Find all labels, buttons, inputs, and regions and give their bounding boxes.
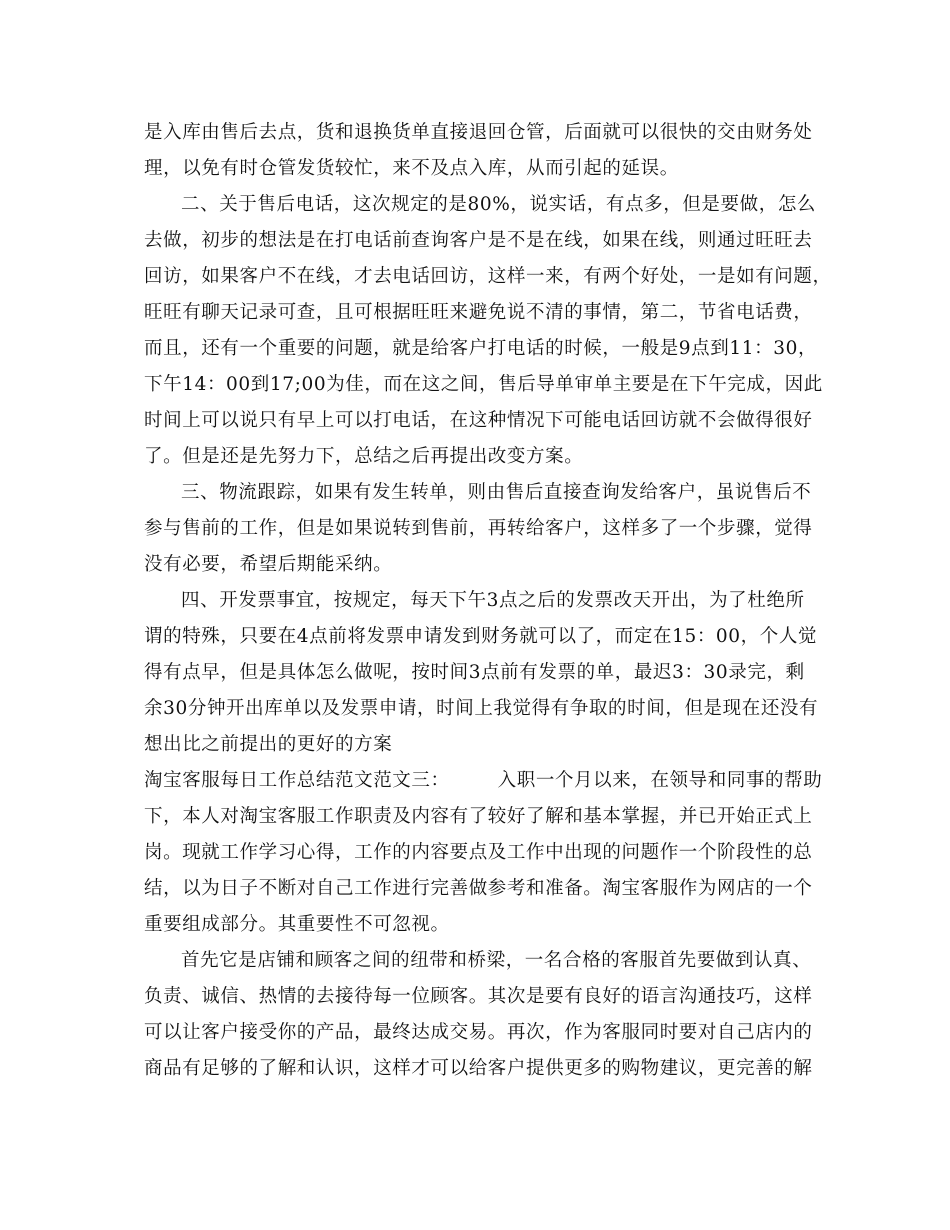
text-line: 去做，初步的想法是在打电话前查询客户是不是在线，如果在线，则通过旺旺去	[144, 230, 813, 251]
text-line: 结，以为日子不断对自己工作进行完善做参考和准备。淘宝客服作为网店的一个	[144, 878, 813, 899]
text-line: 了。但是还是先努力下，总结之后再提出改变方案。	[144, 446, 584, 467]
text-line: 谓的特殊，只要在4点前将发票申请发到财务就可以了，而定在15：00，个人觉	[144, 626, 818, 647]
text-line: 负责、诚信、热情的去接待每一位顾客。其次是要有良好的语言沟通技巧，这样	[144, 986, 813, 1007]
text-line: 得有点早，但是具体怎么做呢，按时间3点前有发票的单，最迟3：30录完，剩	[144, 662, 805, 683]
text-line: 参与售前的工作，但是如果说转到售前，再转给客户，这样多了一个步骤，觉得	[144, 518, 813, 539]
text-line: 岗。现就工作学习心得，工作的内容要点及工作中出现的问题作一个阶段性的总	[144, 842, 813, 863]
text-line: 时间上可以说只有早上可以打电话，在这种情况下可能电话回访就不会做得很好	[144, 410, 813, 431]
text-line: 理，以免有时仓管发货较忙，来不及点入库，从而引起的延误。	[144, 158, 679, 179]
text-line: 旺旺有聊天记录可查，且可根据旺旺来避免说不清的事情，第二，节省电话费，	[144, 302, 813, 323]
text-line: 回访，如果客户不在线，才去电话回访，这样一来，有两个好处，一是如有问题，	[144, 266, 832, 287]
text-line: 可以让客户接受你的产品，最终达成交易。再次，作为客服同时要对自己店内的	[144, 1022, 813, 1043]
text-line: 下，本人对淘宝客服工作职责及内容有了较好了解和基本掌握，并已开始正式上	[144, 806, 813, 827]
text-line: 想出比之前提出的更好的方案	[144, 734, 393, 755]
text-line: 三、物流跟踪，如果有发生转单，则由售后直接查询发给客户，虽说售后不	[181, 482, 812, 503]
text-line: 下午14：00到17;00为佳，而在这之间，售后导单审单主要是在下午完成，因此	[144, 374, 823, 395]
text-line: 而且，还有一个重要的问题，就是给客户打电话的时候，一般是9点到11：30，	[144, 338, 818, 359]
text-line: 是入库由售后去点，货和退换货单直接退回仓管，后面就可以很快的交由财务处	[144, 122, 813, 143]
text-line: 二、关于售后电话，这次规定的是80%，说实话，有点多，但是要做，怎么	[181, 194, 817, 215]
section-heading-line: 淘宝客服每日工作总结范文范文三： 入职一个月以来，在领导和同事的帮助	[144, 770, 823, 791]
text-line: 首先它是店铺和顾客之间的纽带和桥梁，一名合格的客服首先要做到认真、	[181, 950, 812, 971]
text-line: 商品有足够的了解和认识，这样才可以给客户提供更多的购物建议，更完善的解	[144, 1058, 813, 1079]
text-line: 没有必要，希望后期能采纳。	[144, 554, 393, 575]
text-line: 余30分钟开出库单以及发票申请，时间上我觉得有争取的时间，但是现在还没有	[144, 698, 819, 719]
text-line: 四、开发票事宜，按规定，每天下午3点之后的发票改天开出，为了杜绝所	[181, 590, 805, 611]
text-line: 重要组成部分。其重要性不可忽视。	[144, 914, 450, 935]
